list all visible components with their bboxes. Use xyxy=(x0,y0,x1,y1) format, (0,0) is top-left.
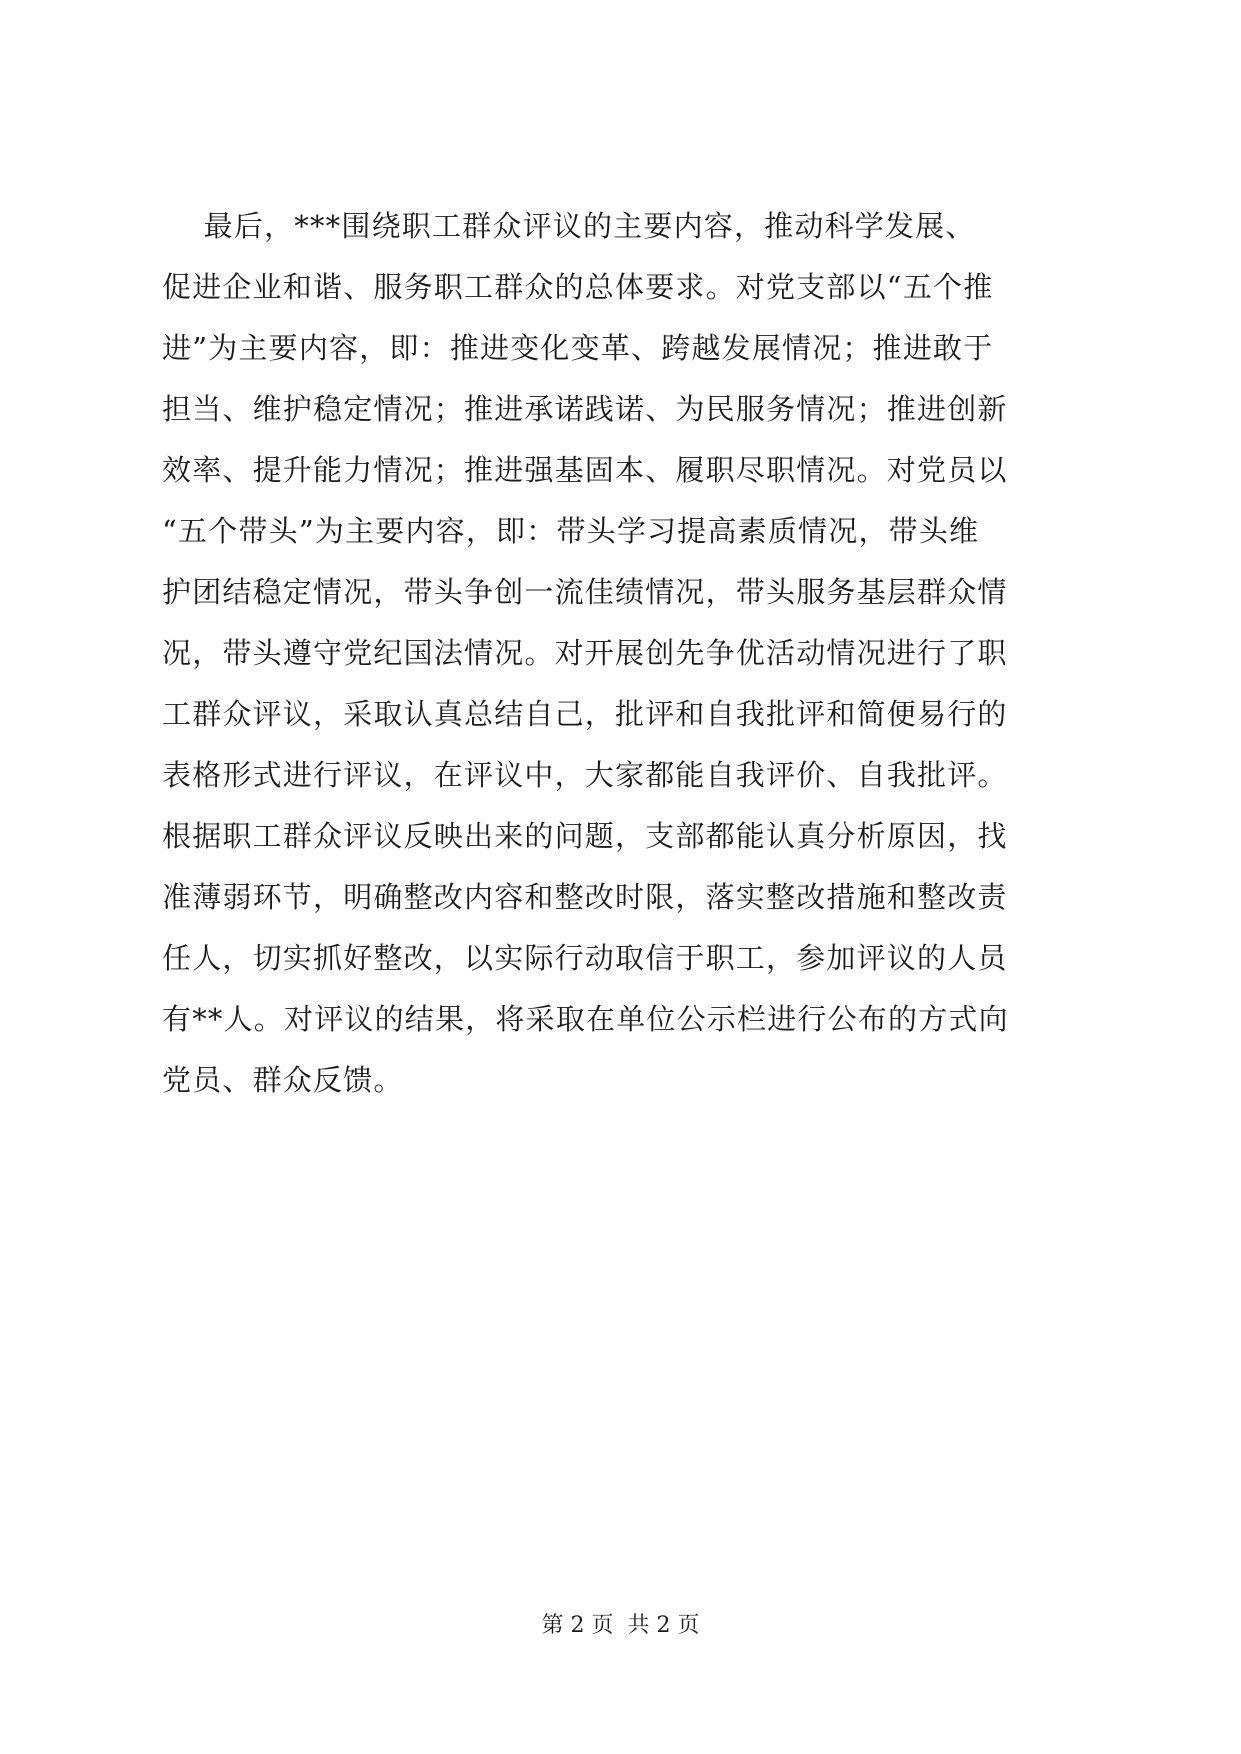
paragraph-line: 担当、维护稳定情况；推进承诺践诺、为民服务情况；推进创新 xyxy=(162,392,1008,426)
paragraph-line: 任人，切实抓好整改，以实际行动取信于职工，参加评议的人员 xyxy=(162,941,1008,975)
paragraph-line: 根据职工群众评议反映出来的问题，支部都能认真分析原因，找 xyxy=(162,819,1008,853)
body-paragraph xyxy=(162,196,1102,1111)
paragraph-line: 工群众评议，采取认真总结自己，批评和自我批评和简便易行的 xyxy=(162,697,1008,731)
paragraph-line: 最后，***围绕职工群众评议的主要内容，推动科学发展、 xyxy=(162,209,976,243)
paragraph-line: “五个带头”为主要内容，即：带头学习提高素质情况，带头维 xyxy=(162,514,980,548)
paragraph-line: 党员、群众反馈。 xyxy=(162,1063,404,1097)
paragraph-line: 效率、提升能力情况；推进强基固本、履职尽职情况。对党员以 xyxy=(162,453,1008,487)
paragraph-line: 促进企业和谐、服务职工群众的总体要求。对党支部以“五个推 xyxy=(162,270,994,304)
paragraph-line: 况，带头遵守党纪国法情况。对开展创先争优活动情况进行了职 xyxy=(162,636,1008,670)
paragraph-line: 护团结稳定情况，带头争创一流佳绩情况，带头服务基层群众情 xyxy=(162,575,1008,609)
page-number-footer xyxy=(0,1611,1241,1641)
paragraph-line: 表格形式进行评议，在评议中，大家都能自我评价、自我批评。 xyxy=(162,758,1008,792)
paragraph-line: 有**人。对评议的结果，将采取在单位公示栏进行公布的方式向 xyxy=(162,1002,1009,1036)
page-number-label: 第 2 页 共 2 页 xyxy=(541,1613,700,1638)
paragraph-line: 进”为主要内容，即：推进变化变革、跨越发展情况；推进敢于 xyxy=(162,331,994,365)
paragraph-line: 准薄弱环节，明确整改内容和整改时限，落实整改措施和整改责 xyxy=(162,880,1008,914)
